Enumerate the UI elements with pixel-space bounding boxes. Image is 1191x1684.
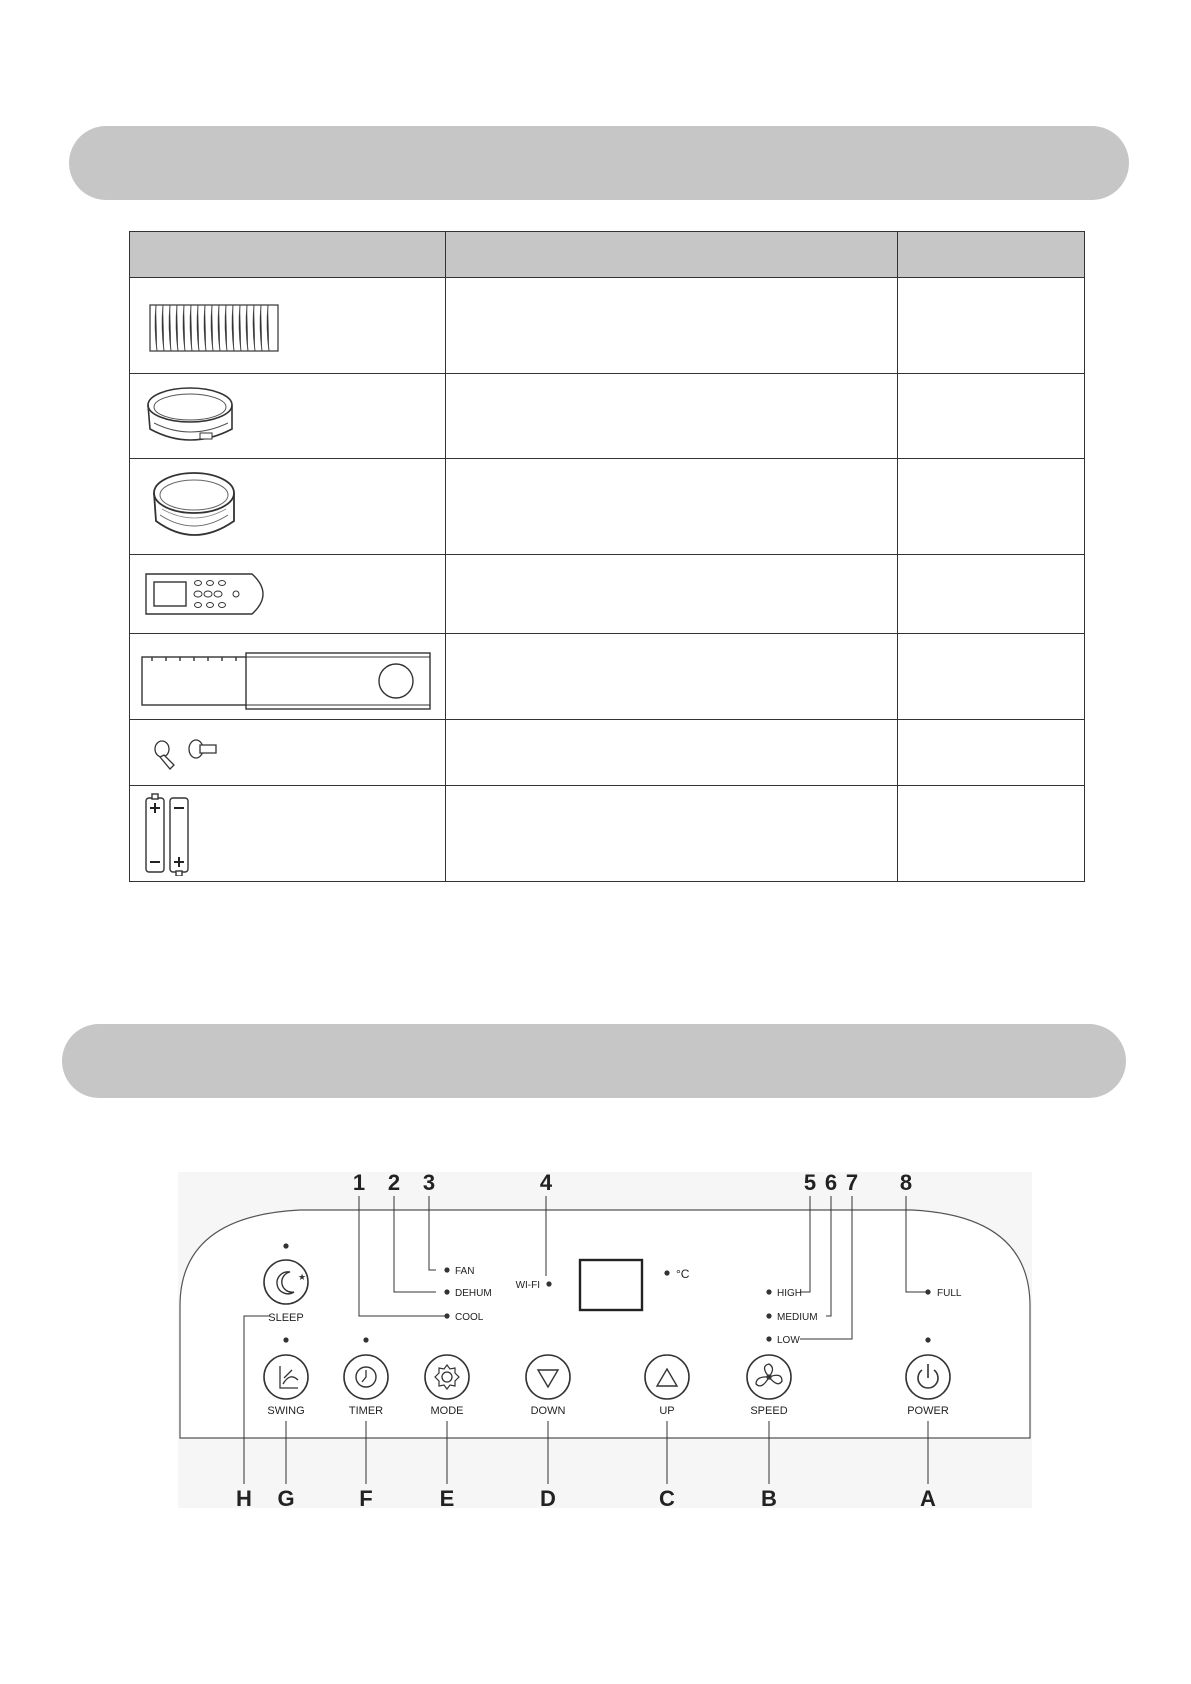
header-part-name xyxy=(446,232,898,278)
star-icon: ★ xyxy=(298,1273,307,1283)
callout-C: C xyxy=(659,1486,675,1511)
speed-button-label: SPEED xyxy=(750,1405,788,1417)
part-name-cell xyxy=(446,720,898,786)
mode-button-label: MODE xyxy=(430,1405,464,1417)
fan-indicator-label: FAN xyxy=(455,1266,475,1277)
part-qty-cell xyxy=(898,720,1085,786)
callout-H: H xyxy=(236,1486,252,1511)
callout-7: 7 xyxy=(845,1170,859,1195)
part-qty-cell xyxy=(898,374,1085,459)
sleep-button[interactable] xyxy=(264,1260,308,1304)
table-row xyxy=(130,720,1085,786)
callout-D: D xyxy=(540,1486,556,1511)
callout-6: 6 xyxy=(824,1170,838,1195)
header-part-image xyxy=(130,232,446,278)
part-image-cell xyxy=(130,374,446,459)
cool-indicator-label: COOL xyxy=(455,1312,484,1323)
table-row xyxy=(130,278,1085,374)
header-quantity xyxy=(898,232,1085,278)
callout-A: A xyxy=(920,1486,936,1511)
part-qty-cell xyxy=(898,555,1085,634)
window-slider-kit-icon xyxy=(140,639,436,715)
table-row xyxy=(130,555,1085,634)
window-adapter-ring-icon xyxy=(140,465,250,549)
exhaust-hose-icon xyxy=(140,291,290,361)
power-button-label: POWER xyxy=(907,1405,949,1417)
callout-4: 4 xyxy=(539,1170,553,1195)
swing-button-label: SWING xyxy=(267,1405,305,1417)
screws-icon xyxy=(140,731,230,775)
callout-E: E xyxy=(439,1486,455,1511)
callout-5: 5 xyxy=(803,1170,817,1195)
swing-button[interactable] xyxy=(264,1355,308,1399)
timer-button[interactable] xyxy=(344,1355,388,1399)
part-qty-cell xyxy=(898,459,1085,555)
part-name-cell xyxy=(446,278,898,374)
callout-3: 3 xyxy=(422,1170,436,1195)
up-button[interactable] xyxy=(645,1355,689,1399)
part-qty-cell xyxy=(898,634,1085,720)
part-name-cell xyxy=(446,459,898,555)
parts-table-header-row xyxy=(130,232,1085,278)
section-header-bar-control-panel xyxy=(62,1024,1126,1098)
part-qty-cell xyxy=(898,786,1085,882)
mode-button[interactable] xyxy=(425,1355,469,1399)
part-image-cell xyxy=(130,720,446,786)
part-image-cell xyxy=(130,555,446,634)
part-name-cell xyxy=(446,374,898,459)
low-speed-label: LOW xyxy=(777,1335,800,1346)
down-button-label: DOWN xyxy=(530,1405,566,1417)
table-row xyxy=(130,459,1085,555)
part-name-cell xyxy=(446,555,898,634)
table-row xyxy=(130,786,1085,882)
table-row xyxy=(130,374,1085,459)
high-speed-label: HIGH xyxy=(777,1288,802,1299)
part-image-cell xyxy=(130,634,446,720)
callout-1: 1 xyxy=(352,1170,366,1195)
power-button[interactable] xyxy=(906,1355,950,1399)
table-row xyxy=(130,634,1085,720)
down-button[interactable] xyxy=(526,1355,570,1399)
callout-F: F xyxy=(359,1486,373,1511)
dehum-indicator-label: DEHUM xyxy=(455,1288,492,1299)
full-tank-label: FULL xyxy=(937,1288,962,1299)
remote-control-icon xyxy=(140,566,280,622)
callout-G: G xyxy=(277,1486,295,1511)
part-name-cell xyxy=(446,634,898,720)
temperature-display xyxy=(580,1260,642,1310)
part-image-cell xyxy=(130,459,446,555)
sleep-button-label: SLEEP xyxy=(268,1312,304,1324)
part-image-cell xyxy=(130,786,446,882)
hose-connector-ring-icon xyxy=(140,379,250,453)
batteries-icon xyxy=(140,792,200,876)
callout-2: 2 xyxy=(387,1170,401,1195)
part-qty-cell xyxy=(898,278,1085,374)
wifi-indicator-label: WI-FI xyxy=(515,1280,540,1291)
parts-table xyxy=(129,231,1085,882)
callout-B: B xyxy=(761,1486,777,1511)
part-image-cell xyxy=(130,278,446,374)
part-name-cell xyxy=(446,786,898,882)
speed-button[interactable] xyxy=(747,1355,791,1399)
section-header-bar-accessories xyxy=(69,126,1129,200)
medium-speed-label: MEDIUM xyxy=(777,1312,818,1323)
celsius-indicator-label: °C xyxy=(676,1267,690,1281)
panel-outline xyxy=(180,1210,1030,1438)
timer-button-label: TIMER xyxy=(348,1405,384,1417)
control-panel-diagram xyxy=(176,1160,1036,1520)
callout-8: 8 xyxy=(899,1170,913,1195)
up-button-label: UP xyxy=(659,1405,675,1417)
